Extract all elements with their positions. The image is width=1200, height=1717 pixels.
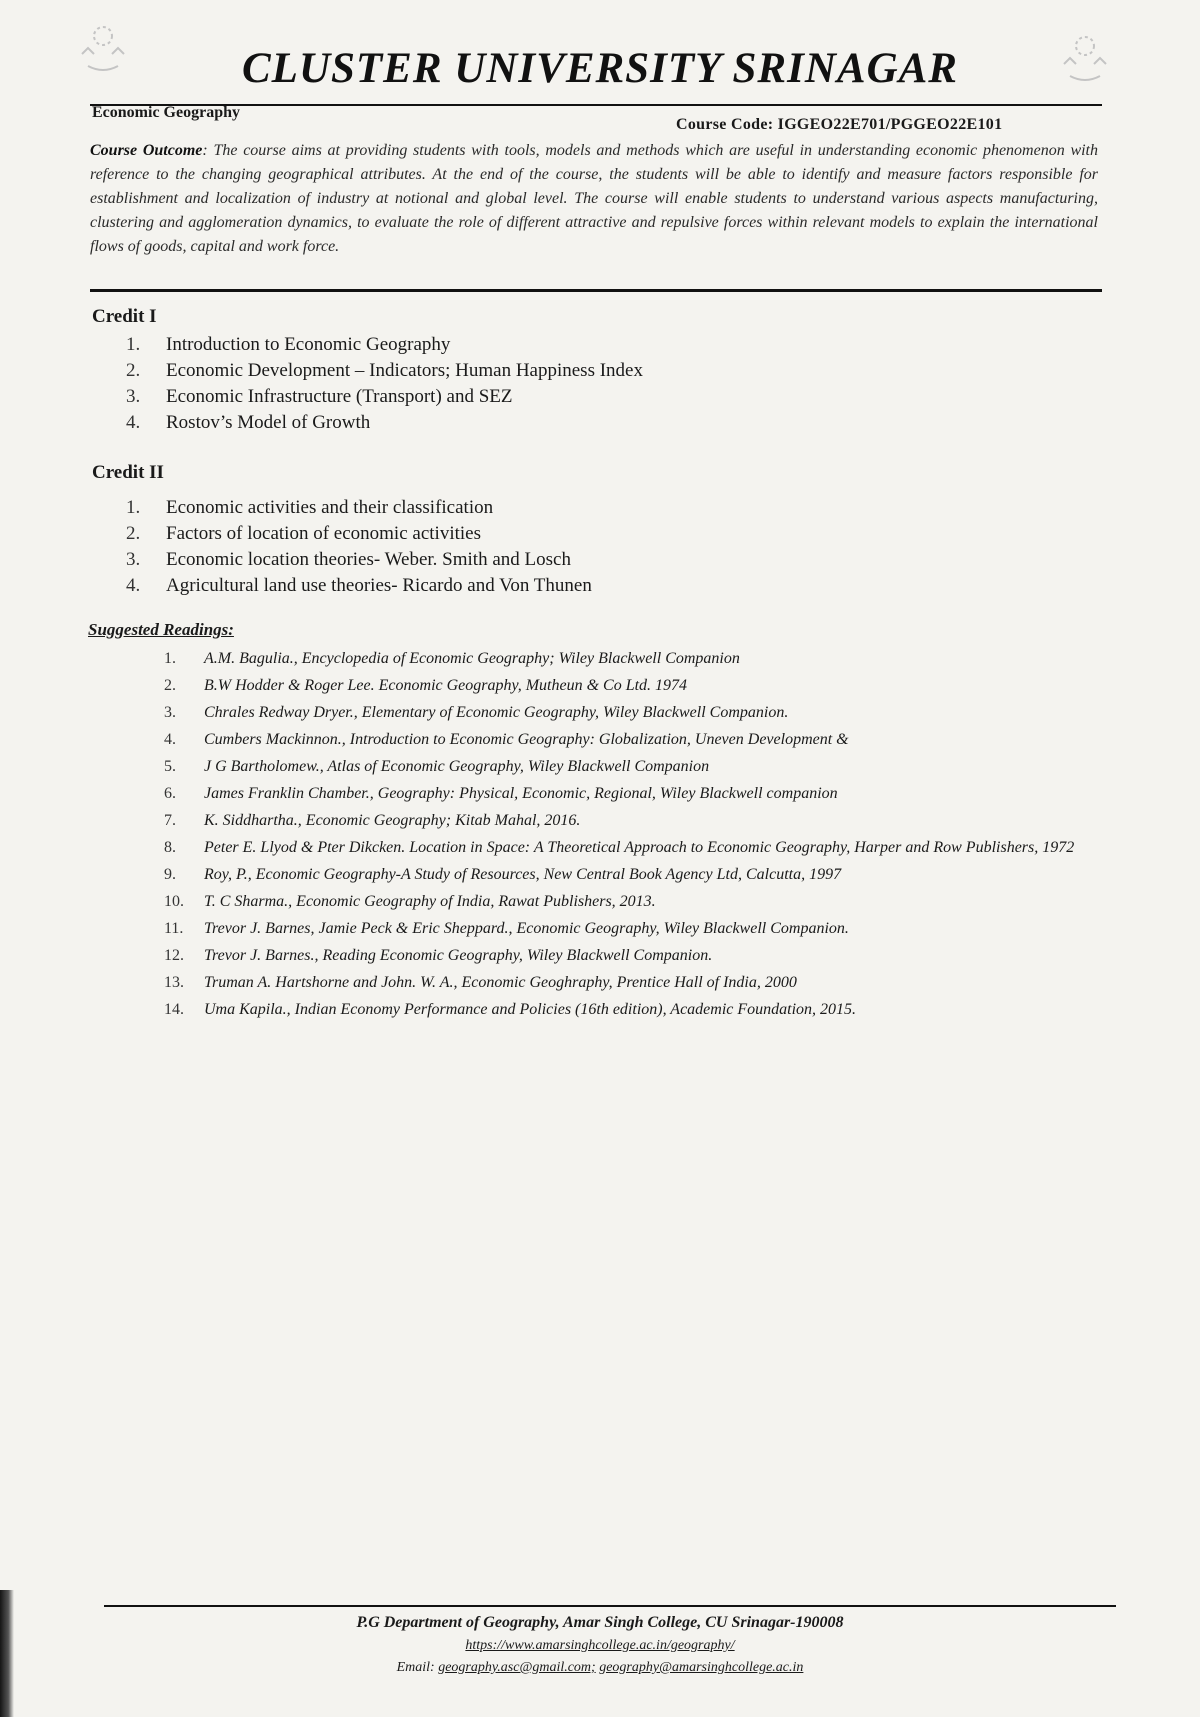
list-item: 2. Factors of location of economic activities: [126, 523, 481, 544]
reading-item: 13. Truman A. Hartshorne and John. W. A., Economic Geoghraphy, Prentice Hall of India, 2000: [164, 974, 797, 991]
credit-1-heading: Credit I: [92, 306, 157, 327]
subject-title: Economic Geography: [92, 104, 240, 121]
footer-email-link-1[interactable]: geography.asc@gmail.com;: [438, 1660, 596, 1675]
reading-item: 14. Uma Kapila., Indian Economy Performance and Policies (16th edition), Academic Foundation, 2015.: [164, 1001, 857, 1018]
reading-item: 9. Roy, P., Economic Geography-A Study of Resources, New Central Book Agency Ltd, Calcutta, 1997: [164, 866, 842, 883]
list-item: 4. Rostov’s Model of Growth: [126, 412, 371, 433]
suggested-readings-heading: Suggested Readings:: [88, 620, 234, 639]
reading-item: 12. Trevor J. Barnes., Reading Economic Geography, Wiley Blackwell Companion.: [164, 947, 713, 964]
reading-item: 1. A.M. Bagulia., Encyclopedia of Economic Geography; Wiley Blackwell Companion: [164, 650, 740, 667]
list-item: 3. Economic location theories- Weber. Smith and Losch: [126, 549, 571, 570]
scan-edge-shadow: [0, 1590, 14, 1717]
reading-item: 10. T. C Sharma., Economic Geography of India, Rawat Publishers, 2013.: [164, 893, 656, 910]
course-outcome-label: Course Outcome: [90, 142, 203, 159]
reading-item: 6. James Franklin Chamber., Geography: Physical, Economic, Regional, Wiley Blackwell companion: [164, 785, 838, 802]
reading-item: 8. Peter E. Llyod & Pter Dikcken. Location in Space: A Theoretical Approach to Economic Geography, Harper and Row Publishers, 1972: [164, 839, 1075, 856]
course-outcome-text: : The course aims at providing students with tools, models and methods which are useful in understanding economic phenomenon with reference to the changing geographical attributes. At the end of the course, the students will be able to identify and measure factors responsible for establishment and localization of industry at notional and global level. The course will enable students to understand various aspects manufacturing, clustering and agglomeration dynamics, to evaluate the role of different attractive and repulsive forces within relevant models to explain the international flows of goods, capital and work force.: [90, 142, 1099, 255]
university-title: CLUSTER UNIVERSITY SRINAGAR: [242, 45, 958, 92]
list-item: 3. Economic Infrastructure (Transport) and SEZ: [126, 386, 513, 407]
reading-item: 3. Chrales Redway Dryer., Elementary of Economic Geography, Wiley Blackwell Companion.: [164, 704, 789, 721]
header-divider: [90, 104, 1102, 106]
credit-2-topic-list: [126, 497, 592, 601]
list-item: 1. Economic activities and their classification: [126, 497, 494, 518]
suggested-readings-list: [164, 646, 1104, 1024]
course-code: Course Code: IGGEO22E701/PGGEO22E101: [676, 116, 1003, 133]
reading-item: 2. B.W Hodder & Roger Lee. Economic Geography, Mutheun & Co Ltd. 1974: [164, 677, 688, 694]
footer-divider: [104, 1605, 1116, 1607]
credit-1-topic-list: [126, 334, 643, 438]
footer-email-link-2[interactable]: geography@amarsinghcollege.ac.in: [599, 1660, 804, 1675]
outcome-divider: [90, 289, 1102, 292]
list-item: 4. Agricultural land use theories- Ricardo and Von Thunen: [126, 575, 592, 596]
credit-2-heading: Credit II: [92, 462, 164, 483]
footer-email: [0, 1660, 1200, 1676]
footer-email-label: Email:: [396, 1660, 435, 1675]
reading-item: 4. Cumbers Mackinnon., Introduction to Economic Geography: Globalization, Uneven Development &: [164, 731, 849, 748]
reading-item: 5. J G Bartholomew., Atlas of Economic Geography, Wiley Blackwell Companion: [164, 758, 710, 775]
course-outcome: [90, 139, 1098, 259]
reading-item: 7. K. Siddhartha., Economic Geography; Kitab Mahal, 2016.: [164, 812, 581, 829]
reading-item: 11. Trevor J. Barnes, Jamie Peck & Eric Sheppard., Economic Geography, Wiley Blackwell Companion.: [164, 920, 849, 937]
footer-website-link[interactable]: https://www.amarsinghcollege.ac.in/geography/: [465, 1638, 735, 1653]
list-item: 1. Introduction to Economic Geography: [126, 334, 451, 355]
footer-department: P.G Department of Geography, Amar Singh College, CU Srinagar-190008: [356, 1614, 844, 1631]
list-item: 2. Economic Development – Indicators; Human Happiness Index: [126, 360, 643, 381]
